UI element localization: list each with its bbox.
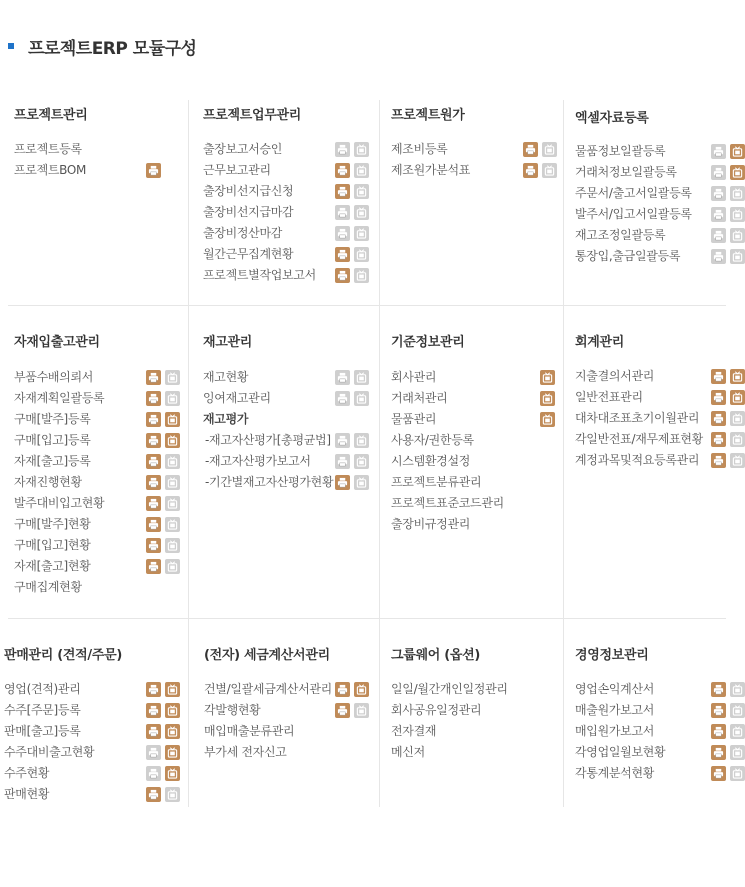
menu-item-label: 대차대조표초기이월관리 <box>575 411 700 425</box>
excel-icon[interactable] <box>730 165 745 180</box>
menu-item[interactable] <box>14 577 104 598</box>
menu-item-label: 재고조정일괄등록 <box>575 228 666 242</box>
menu-group-label <box>203 409 333 430</box>
menu-item-label: 재고현황 <box>203 370 249 384</box>
module-item-list <box>14 367 104 598</box>
menu-item[interactable] <box>575 679 665 700</box>
menu-item-label: 구매[발주]현황 <box>14 517 91 531</box>
menu-item[interactable] <box>575 162 692 183</box>
menu-item-label: 프로젝트BOM <box>14 163 87 177</box>
excel-icon[interactable] <box>165 766 180 781</box>
excel-icon[interactable] <box>540 391 555 406</box>
menu-item[interactable] <box>391 514 504 535</box>
menu-item[interactable] <box>14 556 104 577</box>
menu-item-label: 영업(견적)관리 <box>4 682 81 696</box>
module-item-list <box>575 366 703 471</box>
menu-item-label: 자재계획일괄등록 <box>14 391 105 405</box>
menu-item[interactable] <box>203 181 316 202</box>
printer-icon[interactable] <box>146 724 161 739</box>
printer-icon[interactable] <box>335 268 350 283</box>
menu-item-label: 거래처정보일괄등록 <box>575 165 677 179</box>
menu-item[interactable] <box>391 472 504 493</box>
menu-item-label: 지출결의서관리 <box>575 369 655 383</box>
menu-item-label: 부가세 전자신고 <box>204 745 287 759</box>
excel-icon <box>730 228 745 243</box>
menu-item-label: 잉여재고관리 <box>203 391 271 405</box>
module-item-list <box>391 679 508 763</box>
excel-icon <box>354 433 369 448</box>
printer-icon[interactable] <box>146 163 161 178</box>
menu-item-label: 월간근무집계현황 <box>203 247 294 261</box>
excel-icon[interactable] <box>165 412 180 427</box>
column-divider <box>379 100 380 807</box>
row-divider <box>8 618 726 619</box>
excel-icon[interactable] <box>730 144 745 159</box>
menu-item[interactable] <box>4 700 94 721</box>
excel-icon <box>354 163 369 178</box>
excel-icon <box>730 432 745 447</box>
printer-icon[interactable] <box>711 390 726 405</box>
menu-item-label: 각일반전표/재무제표현황 <box>575 432 703 446</box>
printer-icon[interactable] <box>711 369 726 384</box>
menu-item[interactable] <box>204 700 332 721</box>
module-item-list <box>391 139 470 181</box>
excel-icon <box>730 682 745 697</box>
printer-icon[interactable] <box>523 142 538 157</box>
module-item-list <box>4 679 94 805</box>
excel-icon <box>354 475 369 490</box>
excel-icon <box>354 226 369 241</box>
excel-icon <box>354 268 369 283</box>
menu-item[interactable] <box>575 204 692 225</box>
excel-icon <box>165 391 180 406</box>
printer-icon[interactable] <box>146 370 161 385</box>
menu-item-label: -기간별재고자산평가현황 <box>205 475 334 489</box>
menu-item-label: 자재[출고]현황 <box>14 559 91 573</box>
menu-item[interactable] <box>203 160 316 181</box>
menu-item-label: 구매[입고]현황 <box>14 538 91 552</box>
menu-item-label: 출장비정산마감 <box>203 226 283 240</box>
excel-icon <box>354 454 369 469</box>
menu-item-label: 물품관리 <box>391 412 437 426</box>
menu-item[interactable] <box>4 784 94 805</box>
menu-item[interactable] <box>203 223 316 244</box>
menu-item[interactable] <box>4 721 94 742</box>
menu-item[interactable] <box>203 472 333 493</box>
menu-item[interactable] <box>575 700 665 721</box>
menu-item-label: 회사공유일정관리 <box>391 703 482 717</box>
excel-icon <box>730 703 745 718</box>
excel-icon <box>730 186 745 201</box>
printer-icon <box>711 207 726 222</box>
printer-icon <box>335 391 350 406</box>
column-divider <box>563 100 564 807</box>
printer-icon[interactable] <box>146 538 161 553</box>
module-title: 재고관리 <box>203 335 253 350</box>
menu-item-label: 제조원가분석표 <box>391 163 471 177</box>
menu-item[interactable] <box>575 450 703 471</box>
menu-item[interactable] <box>575 183 692 204</box>
printer-icon[interactable] <box>711 432 726 447</box>
printer-icon <box>711 144 726 159</box>
excel-icon <box>165 496 180 511</box>
menu-item[interactable] <box>391 700 508 721</box>
row-divider <box>8 305 726 306</box>
excel-icon <box>165 475 180 490</box>
menu-item[interactable] <box>575 408 703 429</box>
excel-icon <box>730 453 745 468</box>
printer-icon <box>335 370 350 385</box>
menu-item[interactable] <box>575 387 703 408</box>
printer-icon[interactable] <box>711 682 726 697</box>
printer-icon[interactable] <box>146 682 161 697</box>
printer-icon[interactable] <box>146 475 161 490</box>
excel-icon[interactable] <box>540 412 555 427</box>
excel-icon <box>354 391 369 406</box>
menu-item[interactable] <box>203 202 316 223</box>
module-item-list <box>575 141 692 267</box>
module-item-list <box>14 139 86 181</box>
menu-item-label: 재고평가 <box>203 412 249 426</box>
menu-item[interactable] <box>391 742 508 763</box>
excel-icon <box>354 205 369 220</box>
excel-icon[interactable] <box>354 682 369 697</box>
menu-item[interactable] <box>391 451 504 472</box>
menu-item[interactable] <box>203 265 316 286</box>
printer-icon[interactable] <box>146 703 161 718</box>
menu-item[interactable] <box>575 742 665 763</box>
menu-item[interactable] <box>575 225 692 246</box>
printer-icon <box>335 205 350 220</box>
printer-icon[interactable] <box>146 454 161 469</box>
menu-item-label: 출장보고서승인 <box>203 142 283 156</box>
menu-item-label: 일반전표관리 <box>575 390 643 404</box>
menu-item-label: -재고자산평가[총평균법] <box>205 433 331 447</box>
excel-icon <box>165 517 180 532</box>
excel-icon[interactable] <box>730 390 745 405</box>
menu-item-label: 자재[출고]등록 <box>14 454 91 468</box>
printer-icon[interactable] <box>146 496 161 511</box>
printer-icon[interactable] <box>335 703 350 718</box>
printer-icon[interactable] <box>146 787 161 802</box>
printer-icon <box>146 766 161 781</box>
menu-item[interactable] <box>391 388 504 409</box>
menu-item-label: 매입매출분류관리 <box>204 724 295 738</box>
menu-item-label: 프로젝트등록 <box>14 142 82 156</box>
menu-item[interactable] <box>14 367 104 388</box>
excel-icon <box>730 724 745 739</box>
menu-item[interactable] <box>203 244 316 265</box>
menu-item-label: 물품정보일괄등록 <box>575 144 666 158</box>
menu-item[interactable] <box>14 451 104 472</box>
excel-icon[interactable] <box>730 369 745 384</box>
menu-item[interactable] <box>14 430 104 451</box>
menu-item[interactable] <box>391 679 508 700</box>
menu-item[interactable] <box>575 366 703 387</box>
menu-item-label: 제조비등록 <box>391 142 448 156</box>
menu-item[interactable] <box>575 721 665 742</box>
menu-item-label: 영업손익계산서 <box>575 682 655 696</box>
printer-icon[interactable] <box>146 391 161 406</box>
menu-item-label: 각통계분석현황 <box>575 766 655 780</box>
module-item-list <box>203 139 316 286</box>
printer-icon <box>335 226 350 241</box>
menu-item-label: 근무보고관리 <box>203 163 271 177</box>
printer-icon <box>335 454 350 469</box>
menu-item-label: 출장비선지급마감 <box>203 205 294 219</box>
menu-item-label: 발주서/입고서일괄등록 <box>575 207 692 221</box>
excel-icon <box>354 703 369 718</box>
printer-icon <box>711 228 726 243</box>
excel-icon <box>730 411 745 426</box>
menu-item[interactable] <box>575 141 692 162</box>
printer-icon[interactable] <box>711 766 726 781</box>
menu-item-label: 판매현황 <box>4 787 50 801</box>
module-title: 회계관리 <box>575 335 625 350</box>
menu-item-label: 구매[발주]등록 <box>14 412 91 426</box>
module-title: 프로젝트업무관리 <box>203 108 302 123</box>
excel-icon <box>730 766 745 781</box>
menu-item[interactable] <box>4 679 94 700</box>
module-title: 프로젝트원가 <box>391 108 465 123</box>
page-title <box>8 34 196 58</box>
menu-item[interactable] <box>4 763 94 784</box>
menu-item[interactable] <box>203 451 333 472</box>
excel-icon <box>354 247 369 262</box>
menu-item-label: 통장입,출금일괄등록 <box>575 249 681 263</box>
module-title: 경영정보관리 <box>575 648 649 663</box>
menu-item-label: 매출원가보고서 <box>575 703 655 717</box>
module-title: 엑셀자료등록 <box>575 111 649 126</box>
printer-icon[interactable] <box>523 163 538 178</box>
excel-icon[interactable] <box>165 745 180 760</box>
menu-item-label: 수주현황 <box>4 766 50 780</box>
excel-icon <box>165 370 180 385</box>
menu-item[interactable] <box>203 367 333 388</box>
menu-item[interactable] <box>391 367 504 388</box>
printer-icon[interactable] <box>711 745 726 760</box>
menu-item[interactable] <box>575 429 703 450</box>
menu-item-label: 판매[출고]등록 <box>4 724 81 738</box>
menu-item-label: -재고자산평가보고서 <box>205 454 311 468</box>
excel-icon <box>354 184 369 199</box>
module-item-list <box>391 367 504 535</box>
menu-item[interactable] <box>204 721 332 742</box>
excel-icon <box>165 538 180 553</box>
printer-icon[interactable] <box>711 703 726 718</box>
module-title: 프로젝트관리 <box>14 108 88 123</box>
menu-item-label: 주문서/출고서일괄등록 <box>575 186 692 200</box>
menu-item-label: 수주대비출고현황 <box>4 745 95 759</box>
menu-item-label: 사용자/권한등록 <box>391 433 474 447</box>
printer-icon[interactable] <box>146 559 161 574</box>
printer-icon[interactable] <box>335 247 350 262</box>
module-title: 기준정보관리 <box>391 335 465 350</box>
menu-item[interactable] <box>14 493 104 514</box>
printer-icon <box>146 745 161 760</box>
menu-item-label: 매입원가보고서 <box>575 724 655 738</box>
printer-icon[interactable] <box>146 517 161 532</box>
printer-icon[interactable] <box>711 411 726 426</box>
excel-icon <box>730 249 745 264</box>
printer-icon[interactable] <box>711 724 726 739</box>
excel-icon <box>730 207 745 222</box>
menu-item-label: 각발행현황 <box>204 703 261 717</box>
printer-icon <box>711 249 726 264</box>
menu-item[interactable] <box>14 388 104 409</box>
printer-icon[interactable] <box>711 453 726 468</box>
printer-icon[interactable] <box>146 433 161 448</box>
menu-item[interactable] <box>391 160 470 181</box>
menu-item[interactable] <box>203 139 316 160</box>
menu-item-label: 거래처관리 <box>391 391 448 405</box>
module-item-list <box>204 679 332 763</box>
printer-icon[interactable] <box>335 163 350 178</box>
menu-item[interactable] <box>14 472 104 493</box>
excel-icon <box>542 163 557 178</box>
menu-item-label: 프로젝트표준코드관리 <box>391 496 504 510</box>
menu-item[interactable] <box>14 409 104 430</box>
excel-icon <box>730 745 745 760</box>
menu-item-label: 시스템환경설정 <box>391 454 471 468</box>
menu-item-label: 일일/월간개인일정관리 <box>391 682 508 696</box>
printer-icon[interactable] <box>335 184 350 199</box>
menu-item[interactable] <box>391 430 504 451</box>
printer-icon <box>711 186 726 201</box>
menu-item[interactable] <box>4 742 94 763</box>
printer-icon <box>335 142 350 157</box>
menu-item[interactable] <box>14 139 86 160</box>
printer-icon <box>711 165 726 180</box>
printer-icon[interactable] <box>335 475 350 490</box>
module-item-list <box>575 679 665 784</box>
excel-icon <box>542 142 557 157</box>
module-title: (전자) 세금계산서관리 <box>204 648 330 663</box>
menu-item-label: 회사관리 <box>391 370 437 384</box>
menu-item-label: 각영업일월보현황 <box>575 745 666 759</box>
excel-icon <box>165 559 180 574</box>
menu-item-label: 구매[입고]등록 <box>14 433 91 447</box>
menu-item[interactable] <box>14 160 86 181</box>
page-title-text: 프로젝트ERP 모듈구성 <box>28 38 197 59</box>
menu-item-label: 수주[주문]등록 <box>4 703 81 717</box>
menu-item[interactable] <box>575 246 692 267</box>
menu-item[interactable] <box>391 493 504 514</box>
title-bullet <box>8 43 14 49</box>
menu-item-label: 부품수배의뢰서 <box>14 370 94 384</box>
menu-item[interactable] <box>203 388 333 409</box>
menu-item[interactable] <box>204 742 332 763</box>
excel-icon <box>354 142 369 157</box>
menu-item-label: 자재진행현황 <box>14 475 82 489</box>
menu-item[interactable] <box>14 535 104 556</box>
printer-icon[interactable] <box>335 682 350 697</box>
menu-item[interactable] <box>14 514 104 535</box>
menu-item[interactable] <box>391 409 504 430</box>
excel-icon[interactable] <box>165 724 180 739</box>
module-title: 그룹웨어 (옵션) <box>391 648 481 663</box>
menu-item-label: 출장비선지급신청 <box>203 184 294 198</box>
menu-item-label: 발주대비입고현황 <box>14 496 105 510</box>
menu-item-label: 구매집계현황 <box>14 580 82 594</box>
menu-item-label: 출장비규정관리 <box>391 517 471 531</box>
module-item-list <box>203 367 333 493</box>
excel-icon <box>354 370 369 385</box>
printer-icon <box>335 433 350 448</box>
excel-icon <box>165 454 180 469</box>
column-divider <box>188 100 189 807</box>
menu-item-label: 계정과목및적요등록관리 <box>575 453 700 467</box>
menu-item[interactable] <box>204 679 332 700</box>
excel-icon[interactable] <box>165 433 180 448</box>
menu-item-label: 프로젝트별작업보고서 <box>203 268 316 282</box>
menu-item-label: 메신저 <box>391 745 425 759</box>
menu-item-label: 프로젝트분류관리 <box>391 475 482 489</box>
menu-item-label: 건별/일괄세금계산서관리 <box>204 682 332 696</box>
module-title: 자재입출고관리 <box>14 335 100 350</box>
menu-item-label: 전자결재 <box>391 724 437 738</box>
excel-icon <box>165 787 180 802</box>
printer-icon[interactable] <box>146 412 161 427</box>
excel-icon[interactable] <box>165 682 180 697</box>
excel-icon[interactable] <box>165 703 180 718</box>
menu-item[interactable] <box>391 139 470 160</box>
module-title: 판매관리 (견적/주문) <box>4 648 123 663</box>
menu-item[interactable] <box>391 721 508 742</box>
menu-item[interactable] <box>575 763 665 784</box>
excel-icon[interactable] <box>540 370 555 385</box>
menu-item[interactable] <box>203 430 333 451</box>
